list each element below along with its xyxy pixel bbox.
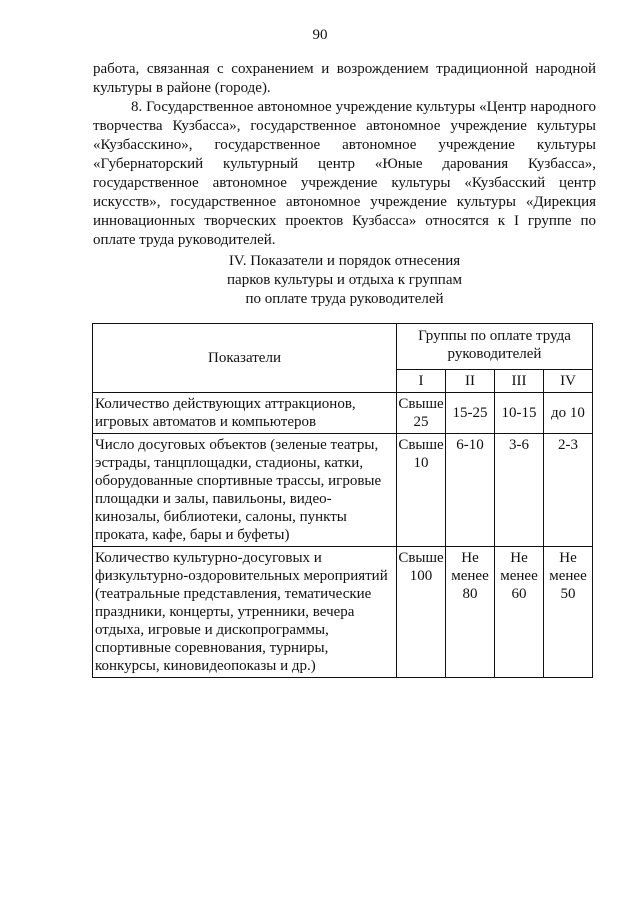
header-indicators: Показатели [93,324,397,393]
heading-line: по оплате труда руководителей [245,291,444,307]
table-cell: Не менее 60 [495,547,544,678]
table-cell: Не менее 50 [544,547,593,678]
group-header: I [397,370,446,393]
group-header: IV [544,370,593,393]
table-cell: 15-25 [446,393,495,434]
group-header: III [495,370,544,393]
heading-line: IV. Показатели и порядок отнесения [228,253,461,269]
section-heading [93,252,596,309]
table-cell: 2-3 [544,434,593,547]
row-label: Число досуговых объектов (зеленые театры, эстрады, танцплощадки, стадионы, катки, оборудованные спортивные трассы, игровые площадки и залы, павильоны, видео-кинозалы, библиотеки, салоны, пункты проката, кафе, бары и буфеты) [93,434,397,547]
header-groups: Группы по оплате труда руководителей [397,324,593,370]
table-cell: Свыше 10 [397,434,446,547]
page-number: 90 [312,27,328,43]
table-cell: до 10 [544,393,593,434]
table-cell: 6-10 [446,434,495,547]
table-row [93,434,593,547]
table-row [93,393,593,434]
row-label: Количество действующих аттракционов, игровых автоматов и компьютеров [93,393,397,434]
table-cell: Свыше 25 [397,393,446,434]
paragraph: 8. Государственное автономное учреждение культуры «Центр народного творчества Кузбасса», государственное автономное учреждение культуры «Кузбасскино», государственное автономное учреждение культуры «Губернаторский культурный центр «Юные дарования Кузбасса», государственное автономное учреждение культуры «Кузбасский центр искусств», государственное автономное учреждение культуры «Дирекция инновационных творческих проектов Кузбасса» относятся к I группе по оплате труда руководителей. [93,99,596,248]
table-cell: Свыше 100 [397,547,446,678]
row-label: Количество культурно-досуговых и физкультурно-оздоровительных мероприятий (театральные представления, тематические праздники, концерты, утренники, вечера отдыха, игровые и дископрограммы, спортивные соревнования, турниры, конкурсы, киновидеопоказы и др.) [93,547,397,678]
table-header-row [93,324,593,370]
table-cell: Не менее 80 [446,547,495,678]
paragraph: работа, связанная с сохранением и возрождением традиционной народной культуры в районе (городе). [93,61,596,96]
table-row [93,547,593,678]
body-text [93,60,596,250]
group-header: II [446,370,495,393]
indicators-table [92,323,593,678]
heading-line: парков культуры и отдыха к группам [227,272,462,288]
table-cell: 10-15 [495,393,544,434]
table-cell: 3-6 [495,434,544,547]
